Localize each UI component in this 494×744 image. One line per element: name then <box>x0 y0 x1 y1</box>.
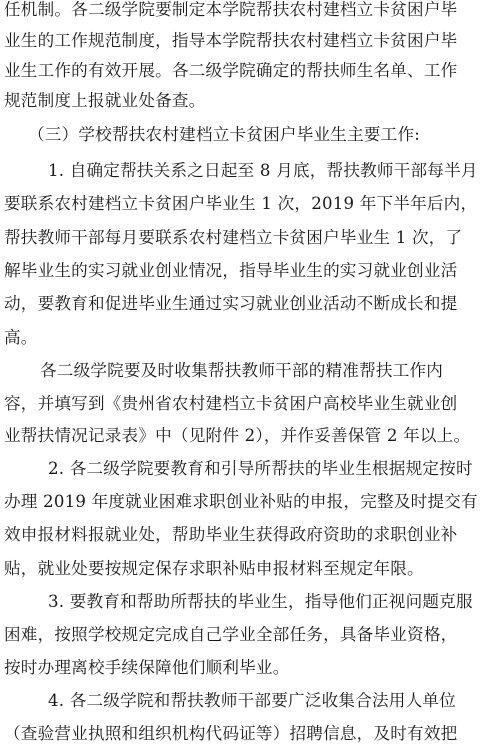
text-line: 2. 各二级学院要教育和引导所帮扶的毕业生根据规定按时 <box>48 459 473 478</box>
text-line: 任机制。各二级学院要制定本学院帮扶农村建档立卡贫困户毕 <box>4 0 458 19</box>
text-line: 4. 各二级学院和帮扶教师干部要广泛收集合法用人单位 <box>48 691 456 710</box>
text-line: 业帮扶情况记录表》中（见附件 2），并作妥善保管 2 年以上。 <box>4 426 471 445</box>
text-line: 容，并填写到《贵州省农村建档立卡贫困户高校毕业生就业创 <box>4 394 458 413</box>
text-line: 贴，就业处要按规定保存求职补贴申报材料至规定年限。 <box>4 559 424 578</box>
text-line: 动，要教育和促进毕业生通过实习就业创业活动不断成长和提 <box>4 294 458 313</box>
text-line: 要联系农村建档立卡贫困户毕业生 1 次，2019 年下半年后内， <box>4 194 478 213</box>
text-line: 办理 2019 年度就业困难求职创业补贴的申报，完整及时提交有 <box>4 492 478 511</box>
text-line: 帮扶教师干部每月要联系农村建档立卡贫困户毕业生 1 次，了 <box>4 228 463 247</box>
text-line: 解毕业生的实习就业创业情况，指导毕业生的实习就业创业活 <box>4 261 458 280</box>
text-line: 各二级学院要及时收集帮扶教师干部的精准帮扶工作内 <box>40 361 444 380</box>
text-line: （查验营业执照和组织机构代码证等）招聘信息，及时有效把 <box>4 724 458 743</box>
text-line: 1. 自确定帮扶关系之日起至 8 月底，帮扶教师干部每半月 <box>48 161 478 180</box>
text-line: 业生工作的有效开展。各二级学院确定的帮扶师生名单、工作 <box>4 61 458 80</box>
text-line: 按时办理离校手续保障他们顺利毕业。 <box>4 658 290 677</box>
section-heading: （三）学校帮扶农村建档立卡贫困户毕业生主要工作: <box>28 125 421 144</box>
text-line: 困难，按照学校规定完成自己学业全部任务，具备毕业资格， <box>4 625 458 644</box>
text-line: 3. 要教育和帮助所帮扶的毕业生，指导他们正视问题克服 <box>48 592 473 611</box>
text-line: 高。 <box>4 328 38 347</box>
text-line: 业生的工作规范制度，指导本学院帮扶农村建档立卡贫困户毕 <box>4 31 458 50</box>
text-line: 规范制度上报就业处备查。 <box>4 91 206 110</box>
text-line: 效申报材料报就业处，帮助毕业生获得政府资助的求职创业补 <box>4 525 458 544</box>
